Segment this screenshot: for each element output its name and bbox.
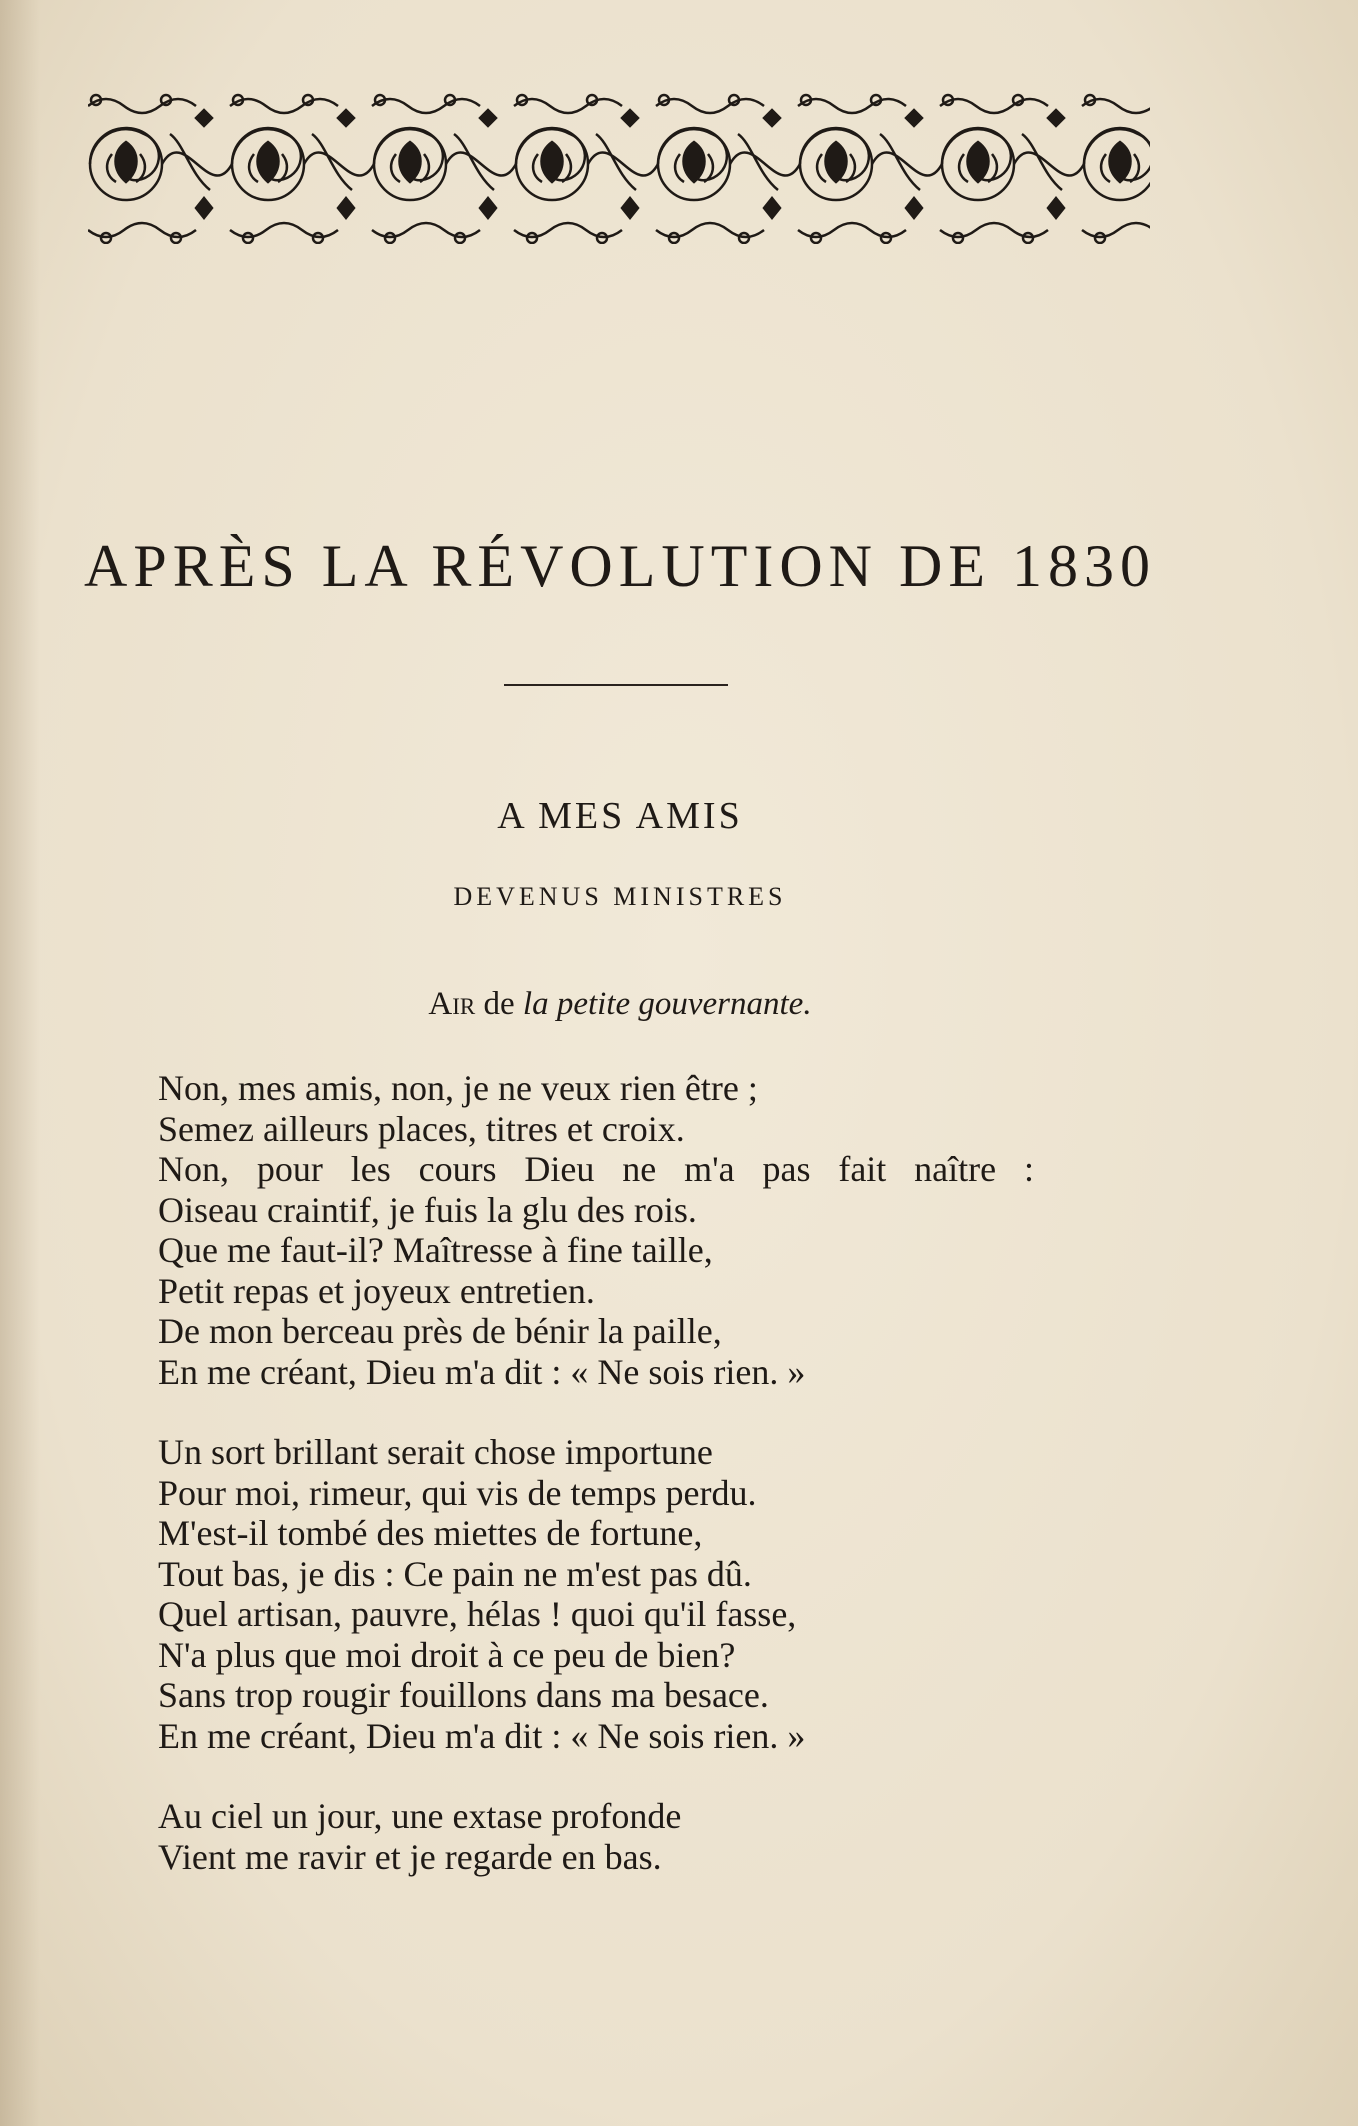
stanza [158,1432,1158,1756]
verse-line: N'a plus que moi droit à ce peu de bien? [158,1634,736,1675]
verse-line: Petit repas et joyeux entretien. [158,1270,595,1311]
verse-line: Semez ailleurs places, titres et croix. [158,1108,685,1149]
poem-subtitle: DEVENUS MINISTRES [453,882,787,911]
verse-line: Pour moi, rimeur, qui vis de temps perdu. [158,1472,757,1513]
verse-line: Vient me ravir et je regarde en bas. [158,1836,662,1877]
air-tune: la petite gouvernante. [522,986,812,1022]
verse-line: De mon berceau près de bénir la paille, [158,1311,722,1351]
verse-line: Oiseau craintif, je fuis la glu des rois. [158,1189,697,1230]
verse-line: Non, pour les cours Dieu ne m'a pas fait naître : [158,1149,1034,1189]
stanza [158,1068,1158,1392]
verse-line: Que me faut-il? Maîtresse à fine taille, [158,1230,713,1270]
verse-line: Un sort brillant serait chose importune [158,1432,713,1472]
divider-rule [504,684,728,686]
verse-line: Tout bas, je dis : Ce pain ne m'est pas dû. [158,1553,752,1594]
stanza [158,1796,1158,1877]
verse-line: Sans trop rougir fouillons dans ma besace. [158,1675,769,1715]
verse-line: Au ciel un jour, une extase profonde [158,1796,682,1836]
verse-line: Quel artisan, pauvre, hélas ! quoi qu'il fasse, [158,1594,797,1634]
section-title: APRÈS LA RÉVOLUTION DE 1830 [84,533,1156,599]
air-connector: de [483,986,515,1022]
verse-line: En me créant, Dieu m'a dit : « Ne sois rien. » [158,1351,806,1392]
poem-title: A MES AMIS [497,795,743,837]
verse-line: En me créant, Dieu m'a dit : « Ne sois rien. » [158,1715,806,1756]
floral-ornament-header [88,92,1150,244]
verse-line: M'est-il tombé des miettes de fortune, [158,1513,703,1553]
air-label: Air [428,986,476,1022]
verse-line: Non, mes amis, non, je ne veux rien être ; [158,1068,758,1108]
poem-body [158,1068,1158,1917]
tune-indication [60,986,1180,1023]
